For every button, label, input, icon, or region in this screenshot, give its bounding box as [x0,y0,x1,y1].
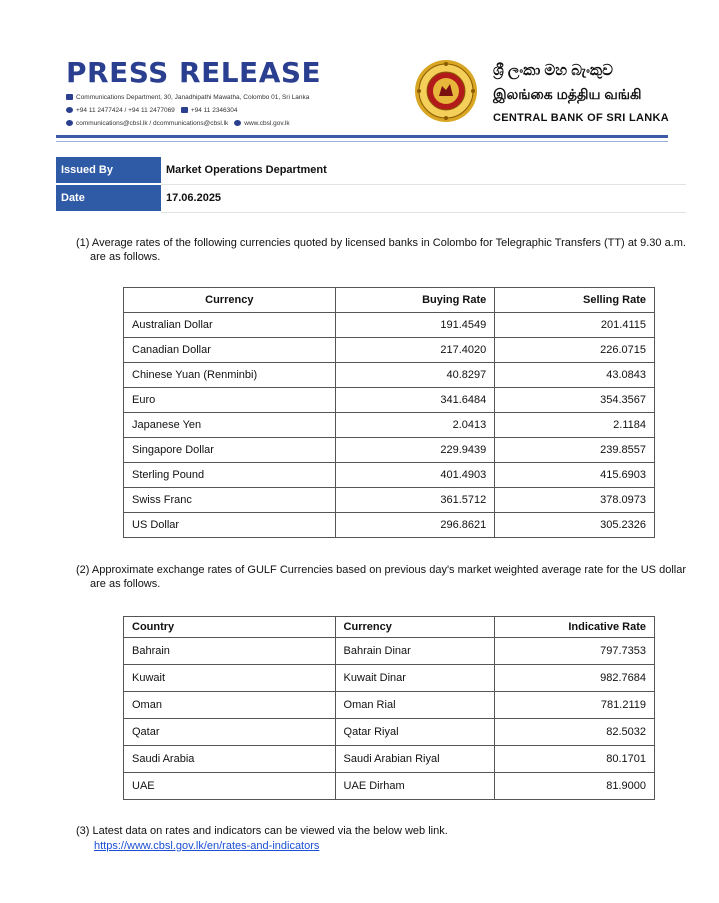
column-header: Currency [124,288,336,313]
table-cell: Oman Rial [335,692,495,719]
table-cell: 229.9439 [335,438,495,463]
meta-row-date [56,184,686,212]
gulf-rates-table [123,616,655,800]
email-icon [66,120,73,126]
table-cell: 81.9000 [495,773,655,800]
column-header: Buying Rate [335,288,495,313]
press-release-title: PRESS RELEASE [66,56,322,89]
table-row [124,692,655,719]
table-cell: 201.4115 [495,313,655,338]
table-cell: Kuwait [124,665,336,692]
table-cell: 82.5032 [495,719,655,746]
table-cell: 296.8621 [335,513,495,538]
meta-label: Date [56,184,161,212]
table-row [124,513,655,538]
table-cell: Australian Dollar [124,313,336,338]
table-cell: Japanese Yen [124,413,336,438]
table-header-row [124,617,655,638]
table-cell: 401.4903 [335,463,495,488]
table-cell: Chinese Yuan (Renminbi) [124,363,336,388]
table-cell: Sterling Pound [124,463,336,488]
contact-phones: +94 11 2477424 / +94 11 2477069 +94 11 2346304 [66,107,238,114]
table-cell: Swiss Franc [124,488,336,513]
table-cell: 226.0715 [495,338,655,363]
table-row [124,388,655,413]
table-cell: 341.6484 [335,388,495,413]
table-header-row [124,288,655,313]
table-cell: 982.7684 [495,665,655,692]
table-cell: 354.3567 [495,388,655,413]
table-cell: 415.6903 [495,463,655,488]
table-row [124,746,655,773]
table-cell: Canadian Dollar [124,338,336,363]
header-divider [56,135,668,138]
table-row [124,313,655,338]
table-row [124,413,655,438]
column-header: Currency [335,617,495,638]
table-cell: 239.8557 [495,438,655,463]
column-header: Country [124,617,336,638]
table-row [124,363,655,388]
header-divider-thin [56,141,668,142]
table-cell: 378.0973 [495,488,655,513]
table-row [124,438,655,463]
table-cell: Euro [124,388,336,413]
table-cell: Singapore Dollar [124,438,336,463]
table-cell: UAE Dirham [335,773,495,800]
meta-label: Issued By [56,157,161,184]
table-cell: 2.0413 [335,413,495,438]
table-cell: Qatar [124,719,336,746]
table-cell: Qatar Riyal [335,719,495,746]
contact-email-web: communications@cbsl.lk / dcommunications@cbsl.lk www.cbsl.gov.lk [66,120,290,127]
table-cell: Oman [124,692,336,719]
contact-address: Communications Department, 30, Janadhipathi Mawatha, Colombo 01, Sri Lanka [66,94,309,101]
cbsl-seal-logo [413,58,479,124]
tt-rates-table [123,287,655,538]
location-icon [66,94,73,100]
table-cell: 2.1184 [495,413,655,438]
fax-icon [181,107,188,113]
column-header: Selling Rate [495,288,655,313]
meta-value: 17.06.2025 [161,184,686,212]
table-cell: 217.4020 [335,338,495,363]
table-cell: Saudi Arabia [124,746,336,773]
table-cell: Bahrain [124,638,336,665]
table-row [124,773,655,800]
table-cell: 305.2326 [495,513,655,538]
rates-link-line [94,839,704,853]
table-cell: 191.4549 [335,313,495,338]
table-cell: 80.1701 [495,746,655,773]
table-cell: Saudi Arabian Riyal [335,746,495,773]
table-cell: UAE [124,773,336,800]
table-cell: 361.5712 [335,488,495,513]
globe-icon [234,120,241,126]
table-cell: 797.7353 [495,638,655,665]
table-cell: 40.8297 [335,363,495,388]
paragraph-2: (2) Approximate exchange rates of GULF Currencies based on previous day's market weighted average rate for the US dollar are as follows. [76,564,686,590]
table-row [124,638,655,665]
meta-value: Market Operations Department [161,157,686,184]
table-cell: Bahrain Dinar [335,638,495,665]
table-row [124,338,655,363]
table-row [124,463,655,488]
release-meta-table [56,157,686,213]
bank-name-sinhala: ශ්‍රී ලංකා මහ බැංකුව [493,62,613,79]
rates-indicators-link[interactable]: https://www.cbsl.gov.lk/en/rates-and-indicators [94,840,320,852]
paragraph-3: (3) Latest data on rates and indicators can be viewed via the below web link. [76,825,448,837]
table-cell: Kuwait Dinar [335,665,495,692]
column-header: Indicative Rate [495,617,655,638]
paragraph-1: (1) Average rates of the following currencies quoted by licensed banks in Colombo for Telegraphic Transfers (TT) at 9.30 a.m. are as follows. [76,237,686,263]
table-row [124,665,655,692]
phone-icon [66,107,73,113]
table-row [124,719,655,746]
table-row [124,488,655,513]
meta-row-issued-by [56,157,686,184]
table-cell: US Dollar [124,513,336,538]
table-cell: 43.0843 [495,363,655,388]
table-cell: 781.2119 [495,692,655,719]
bank-name-english: CENTRAL BANK OF SRI LANKA [493,112,669,124]
bank-name-tamil: இலங்கை மத்திய வங்கி [493,86,642,102]
